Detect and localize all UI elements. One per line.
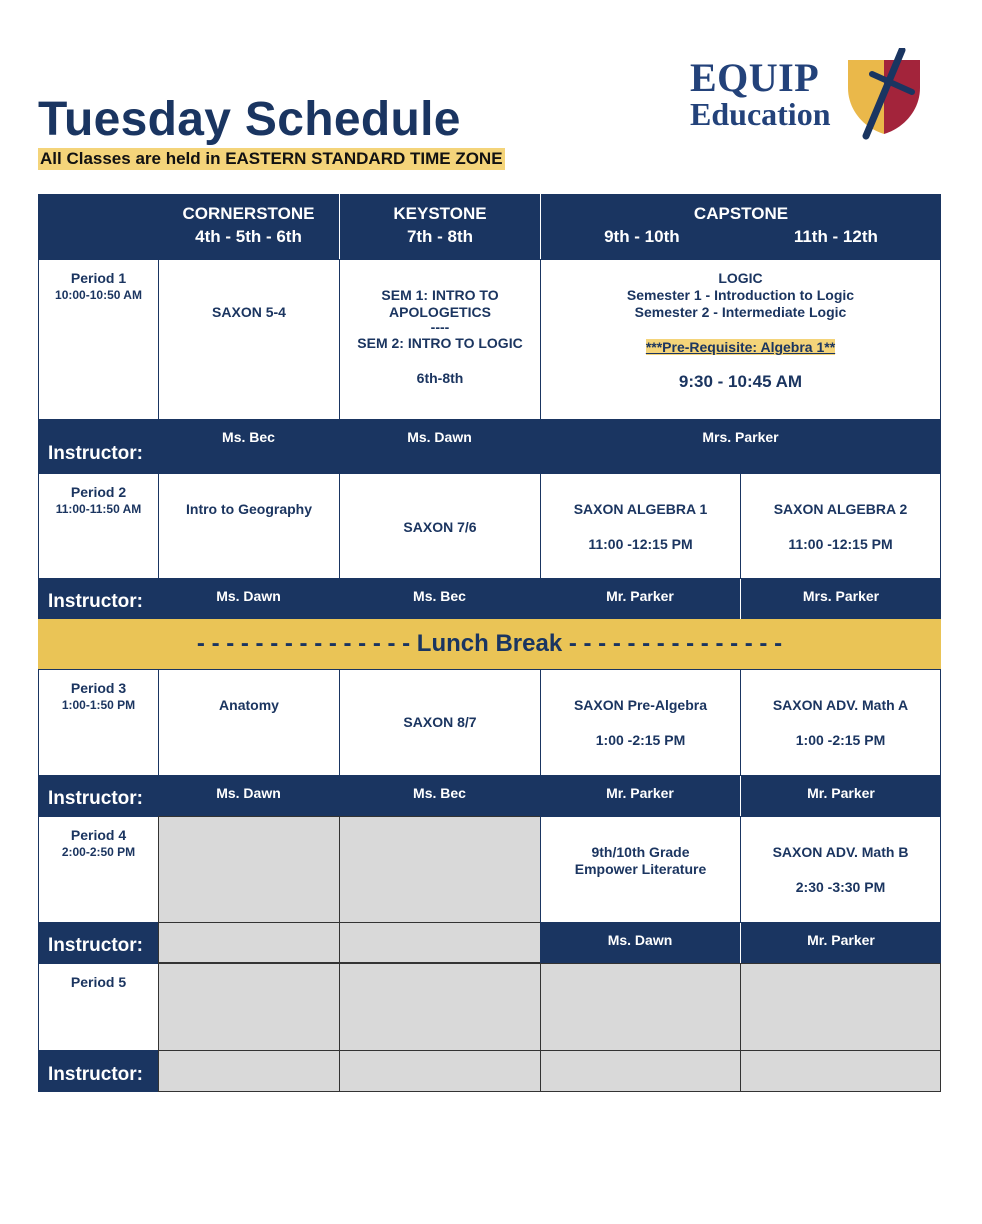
cornerstone-grades: 4th - 5th - 6th	[195, 227, 302, 246]
period-2-capstone-9-10	[540, 473, 741, 579]
instructor-label: Instructor:	[38, 578, 158, 619]
course-name: SAXON 8/7	[403, 714, 477, 730]
course-name: SAXON ADV. Math B	[772, 844, 909, 860]
schedule-table	[38, 194, 941, 1092]
instructor-label: Instructor:	[38, 922, 158, 963]
instructor-cell: Mr. Parker	[540, 578, 740, 619]
instructor-cell: Mr. Parker	[741, 922, 941, 963]
capstone-name: CAPSTONE	[693, 204, 789, 223]
period-3-capstone-11-12	[740, 669, 941, 776]
period-1-time: 10:00-10:50 AM	[55, 288, 142, 302]
shield-sword-icon	[838, 48, 928, 140]
keystone-grades: 7th - 8th	[406, 227, 474, 246]
capstone-grades-11-12: 11th - 12th	[793, 227, 878, 246]
lunch-break-row: - - - - - - - - - - - - - - - Lunch Break - - - - - - - - - - - - - - -	[38, 619, 941, 669]
instructor-cell: Ms. Dawn	[158, 775, 339, 816]
course-line: SEM 1: INTRO TO	[381, 287, 499, 303]
empty-cell	[158, 1050, 340, 1092]
logo-word-equip: EQUIP	[690, 55, 820, 100]
instructor-cell: Mr. Parker	[540, 775, 740, 816]
course-grades: 6th-8th	[416, 370, 464, 386]
instructor-cell: Ms. Dawn	[540, 922, 740, 963]
period-5-name: Period 5	[70, 974, 127, 990]
logo-word-education: Education	[690, 96, 831, 132]
course-line: SEM 2: INTRO TO LOGIC	[357, 335, 523, 351]
instructor-cell: Ms. Dawn	[158, 578, 339, 619]
period-3-label	[38, 669, 159, 776]
cornerstone-name: CORNERSTONE	[182, 204, 315, 223]
instructor-label: Instructor:	[38, 419, 158, 473]
course-line: Semester 2 - Intermediate Logic	[634, 304, 847, 320]
empty-cell	[540, 963, 741, 1051]
course-name: SAXON ADV. Math A	[772, 697, 909, 713]
empty-cell	[339, 963, 541, 1051]
instructor-cell: Ms. Dawn	[339, 419, 540, 473]
empty-cell	[339, 922, 541, 963]
period-4-time: 2:00-2:50 PM	[61, 845, 136, 859]
course-time: 2:30 -3:30 PM	[795, 879, 886, 895]
course-line: APOLOGETICS	[389, 304, 491, 320]
course-divider: ----	[430, 319, 450, 335]
course-name: SAXON Pre-Algebra	[573, 697, 708, 713]
capstone-grades-9-10: 9th - 10th	[604, 227, 680, 246]
period-2-cornerstone	[158, 473, 340, 579]
period-3-time: 1:00-1:50 PM	[61, 698, 136, 712]
empty-cell	[158, 963, 340, 1051]
time-zone-note: All Classes are held in EASTERN STANDARD TIME ZONE	[40, 149, 503, 168]
instructor-cell: Mrs. Parker	[741, 578, 941, 619]
period-1-keystone	[339, 259, 541, 420]
page-title: Tuesday Schedule	[38, 93, 461, 146]
equip-education-logo	[688, 48, 928, 138]
period-3-cornerstone	[158, 669, 340, 776]
period-3-name: Period 3	[70, 680, 127, 696]
empty-cell	[740, 963, 941, 1051]
column-header-keystone	[340, 194, 540, 259]
column-header-capstone	[541, 194, 941, 259]
course-name: Intro to Geography	[186, 501, 312, 517]
empty-cell	[339, 816, 541, 923]
course-name: Anatomy	[219, 697, 279, 713]
instructor-label: Instructor:	[38, 775, 158, 816]
course-name: SAXON 7/6	[403, 519, 477, 535]
period-4-capstone-9-10	[540, 816, 741, 923]
instructor-cell: Ms. Bec	[339, 775, 540, 816]
period-2-time: 11:00-11:50 AM	[55, 502, 142, 516]
period-2-keystone	[339, 473, 541, 579]
course-line: 9th/10th Grade	[591, 844, 690, 860]
period-3-capstone-9-10	[540, 669, 741, 776]
keystone-name: KEYSTONE	[393, 204, 487, 223]
period-1-cornerstone	[158, 259, 340, 420]
course-time: 11:00 -12:15 PM	[588, 536, 693, 552]
period-1-capstone	[540, 259, 941, 420]
header-corner-cell	[38, 194, 158, 259]
course-time: 9:30 - 10:45 AM	[678, 372, 803, 391]
period-2-label	[38, 473, 159, 579]
prerequisite-note: ***Pre-Requisite: Algebra 1**	[645, 339, 836, 355]
course-line: Empower Literature	[574, 861, 707, 877]
course-name: SAXON ALGEBRA 2	[773, 501, 908, 517]
period-1-name: Period 1	[70, 270, 127, 286]
course-name: SAXON 5-4	[212, 304, 286, 320]
period-1-label	[38, 259, 159, 420]
period-5-label	[38, 963, 159, 1051]
empty-cell	[339, 1050, 541, 1092]
period-2-capstone-11-12	[740, 473, 941, 579]
course-time: 11:00 -12:15 PM	[788, 536, 893, 552]
period-3-keystone	[339, 669, 541, 776]
course-time: 1:00 -2:15 PM	[595, 732, 686, 748]
course-title: LOGIC	[718, 270, 763, 286]
period-4-name: Period 4	[70, 827, 127, 843]
empty-cell	[740, 1050, 941, 1092]
instructor-cell: Ms. Bec	[158, 419, 339, 473]
instructor-cell: Mrs. Parker	[540, 419, 941, 473]
period-2-name: Period 2	[70, 484, 127, 500]
empty-cell	[158, 816, 340, 923]
period-4-capstone-11-12	[740, 816, 941, 923]
empty-cell	[540, 1050, 741, 1092]
instructor-label: Instructor:	[38, 1050, 158, 1092]
empty-cell	[158, 922, 340, 963]
course-time: 1:00 -2:15 PM	[795, 732, 886, 748]
instructor-cell: Mr. Parker	[741, 775, 941, 816]
period-4-label	[38, 816, 159, 923]
course-line: Semester 1 - Introduction to Logic	[626, 287, 855, 303]
course-name: SAXON ALGEBRA 1	[573, 501, 708, 517]
instructor-cell: Ms. Bec	[339, 578, 540, 619]
column-header-cornerstone	[158, 194, 339, 259]
